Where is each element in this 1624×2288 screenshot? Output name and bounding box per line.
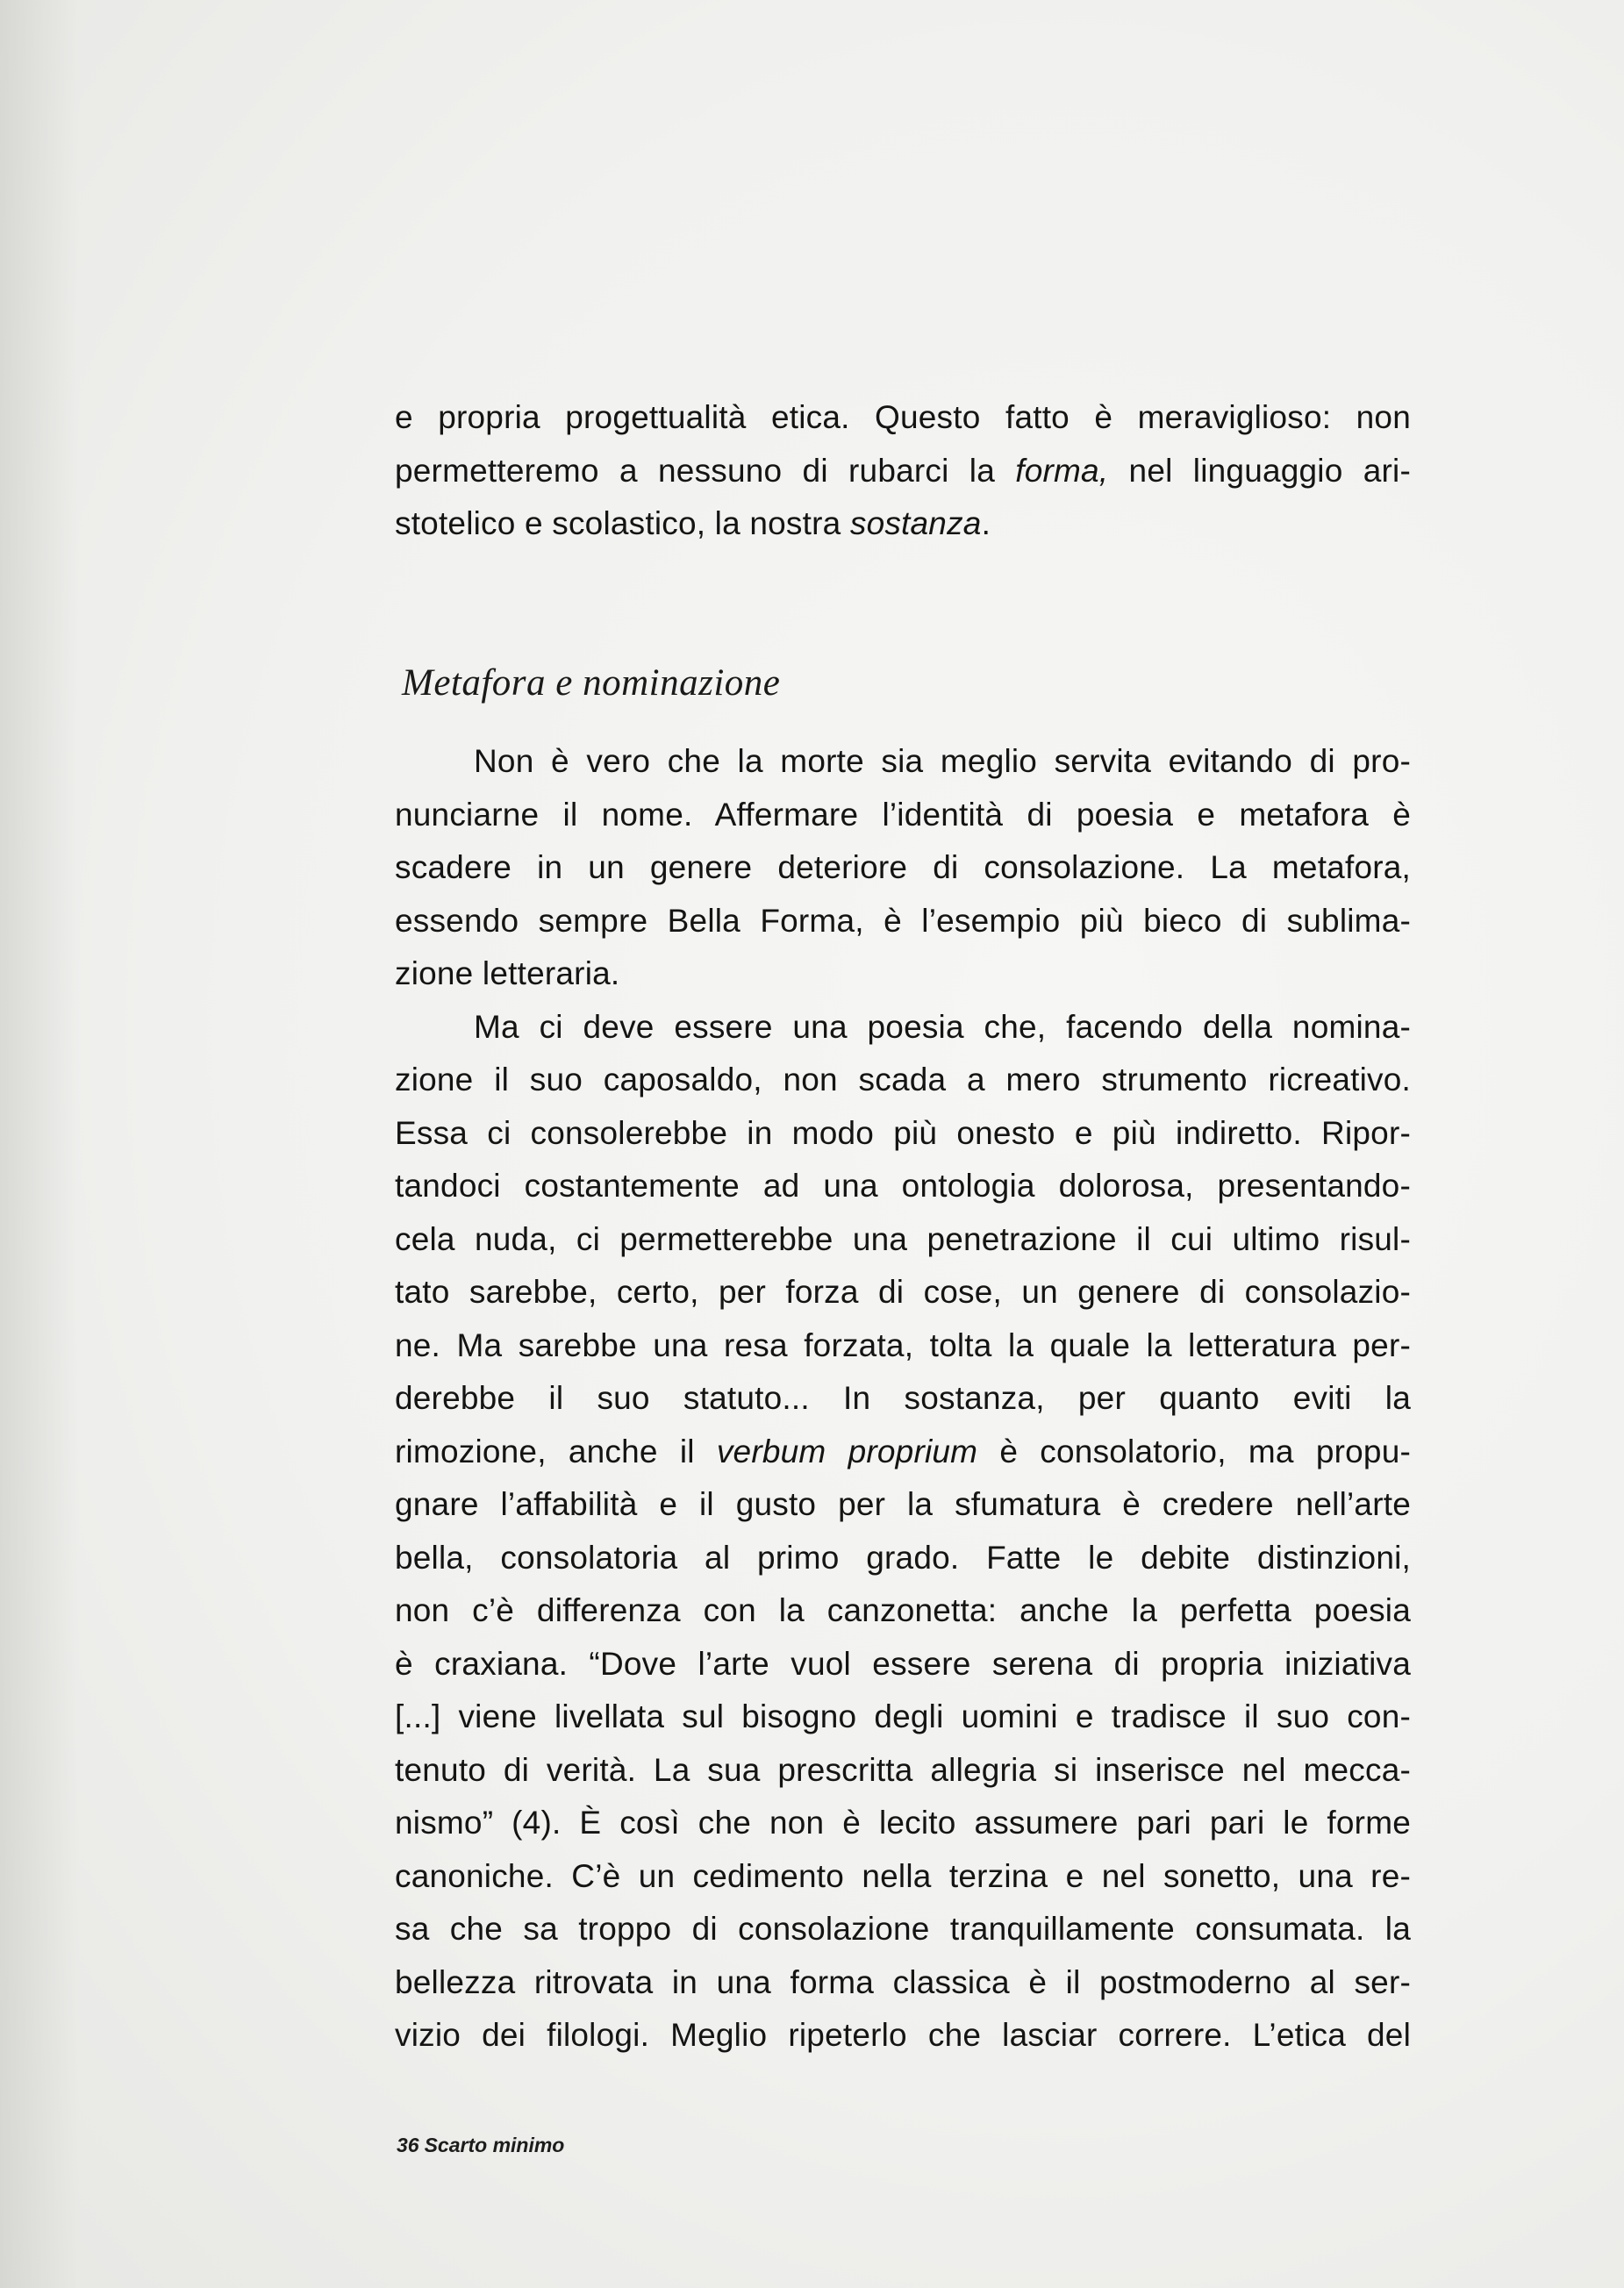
text-line: nismo” (4). È così che non è lecito assumere pari pari le forme — [395, 1805, 1411, 1841]
text-line: bella, consolatoria al primo grado. Fatte le debite distinzioni, — [395, 1539, 1411, 1576]
text-line: non c’è differenza con la canzonetta: anche la perfetta poesia — [395, 1592, 1411, 1628]
running-title: Scarto minimo — [424, 2134, 565, 2156]
text-line: sa che sa troppo di consolazione tranquillamente consumata. la — [395, 1911, 1411, 1947]
text-line: è craxiana. “Dove l’arte vuol essere serena di propria iniziativa — [395, 1645, 1411, 1682]
text-line: vizio dei filologi. Meglio ripeterlo che lasciar correre. L’etica del — [395, 2017, 1411, 2053]
text-line: e propria progettualità etica. Questo fatto è meraviglioso: non — [395, 399, 1411, 435]
text-line: ne. Ma sarebbe una resa forzata, tolta la quale la letteratura per- — [395, 1326, 1411, 1363]
text-line: Non è vero che la morte sia meglio servita evitando di pro- — [474, 743, 1411, 779]
section-heading: Metafora e nominazione — [402, 662, 781, 704]
text-line: permetteremo a nessuno di rubarci la forma, nel linguaggio ari- — [395, 452, 1411, 489]
text-line: cela nuda, ci permetterebbe una penetrazione il cui ultimo risul- — [395, 1220, 1411, 1257]
text-line: stotelico e scolastico, la nostra sostanza. — [395, 505, 991, 541]
text-line: rimozione, anche il verbum proprium è consolatorio, ma propu- — [395, 1433, 1411, 1469]
text-line: zione letteraria. — [395, 955, 620, 991]
text-line: gnare l’affabilità e il gusto per la sfumatura è credere nell’arte — [395, 1486, 1411, 1522]
italic-term: verbum proprium — [716, 1433, 978, 1469]
text-line: bellezza ritrovata in una forma classica è il postmoderno al ser- — [395, 1963, 1411, 2000]
page-number: 36 — [397, 2134, 419, 2156]
text-line: Essa ci consolerebbe in modo più onesto e più indiretto. Ripor- — [395, 1114, 1411, 1151]
page-footer — [397, 2134, 569, 2157]
text-line: tenuto di verità. La sua prescritta allegria si inserisce nel mecca- — [395, 1751, 1411, 1788]
text-line: zione il suo caposaldo, non scada a mero strumento ricreativo. — [395, 1062, 1411, 1098]
text-line: scadere in un genere deteriore di consolazione. La metafora, — [395, 849, 1411, 885]
text-line: derebbe il suo statuto... In sostanza, per quanto eviti la — [395, 1380, 1411, 1416]
intro-paragraph — [395, 391, 1411, 551]
text-line: tato sarebbe, certo, per forza di cose, un genere di consolazio- — [395, 1274, 1411, 1310]
text-line: nunciarne il nome. Affermare l’identità di poesia e metafora è — [395, 796, 1411, 833]
text-line: Ma ci deve essere una poesia che, facendo della nomina- — [474, 1008, 1411, 1045]
text-line: canoniche. C’è un cedimento nella terzina e nel sonetto, una re- — [395, 1857, 1411, 1894]
text-line: tandoci costantemente ad una ontologia dolorosa, presentando- — [395, 1168, 1411, 1204]
text-line: essendo sempre Bella Forma, è l’esempio più bieco di sublima- — [395, 902, 1411, 939]
text-line: [...] viene livellata sul bisogno degli uomini e tradisce il suo con- — [395, 1698, 1411, 1734]
italic-term: sostanza — [849, 505, 982, 541]
body-text — [395, 735, 1411, 2063]
italic-term: forma, — [1015, 452, 1109, 489]
